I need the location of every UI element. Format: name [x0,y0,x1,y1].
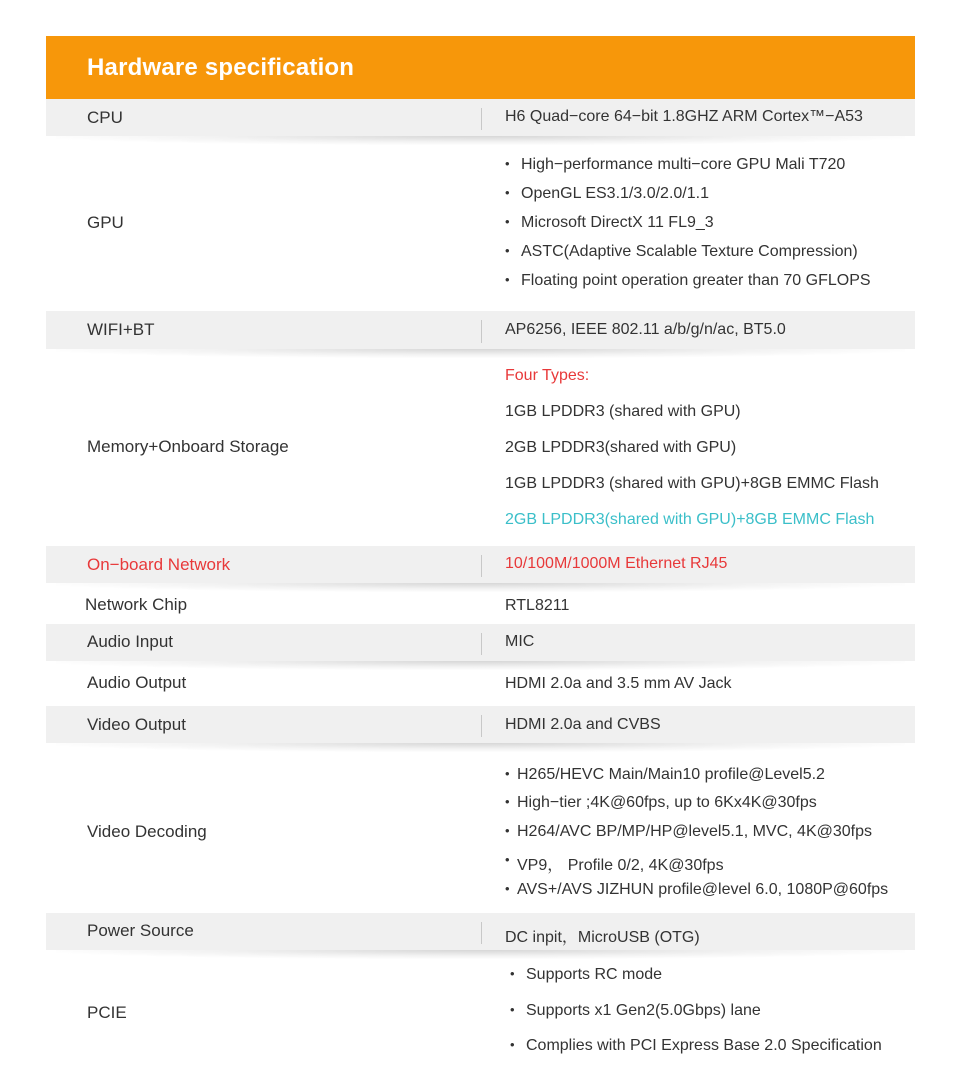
spec-value: DC inpit，MicroUSB (OTG) [505,929,700,946]
column-divider [481,715,482,737]
spec-label: Power Source [87,921,194,940]
spec-row-power [46,913,915,950]
list-item: • Supports RC mode [510,966,882,1002]
spec-value: AP6256, IEEE 802.11 a/b/g/n/ac, BT5.0 [505,321,786,338]
column-divider [481,320,482,343]
list-item: • High−performance multi−core GPU Mali T720 [505,156,871,185]
column-divider [481,922,482,944]
spec-value: HDMI 2.0a and CVBS [505,716,661,733]
memory-option-highlighted: 2GB LPDDR3(shared with GPU)+8GB EMMC Flash [505,511,875,528]
spec-row-network-chip [46,587,915,623]
spec-header [46,36,915,99]
list-item: • H265/HEVC Main/Main10 profile@Level5.2 [505,766,888,794]
spec-row-audio-output [46,666,915,702]
spec-label: Video Output [87,715,186,734]
spec-label: Audio Input [87,632,174,651]
memory-option: 2GB LPDDR3(shared with GPU) [505,439,737,456]
pcie-feature-list [510,966,882,1067]
spec-label: PCIE [87,1003,127,1022]
list-item: • Floating point operation greater than 70 GFLOPS [505,272,871,301]
spec-label: WIFI+BT [87,320,155,339]
spec-row-video-decoding [46,752,915,912]
list-item: • Supports x1 Gen2(5.0Gbps) lane [510,1002,882,1037]
spec-label: On−board Network [87,555,231,574]
list-item: • ASTC(Adaptive Scalable Texture Compression) [505,243,871,272]
spec-row-gpu [46,146,915,306]
spec-row-pcie [46,956,915,1064]
list-item: • Complies with PCI Express Base 2.0 Specification [510,1037,882,1067]
spec-label: Memory+Onboard Storage [87,437,289,456]
list-item: • Microsoft DirectX 11 FL9_3 [505,214,871,243]
gpu-feature-list [505,156,871,301]
spec-value: RTL8211 [505,597,570,614]
list-item: • VP9， Profile 0/2, 4K@30fps [505,852,888,881]
spec-label: Network Chip [85,595,188,614]
spec-row-video-output [46,706,915,743]
spec-row-cpu [46,99,915,136]
spec-row-memory [46,356,915,544]
spec-row-audio-input [46,624,915,661]
spec-value: MIC [505,633,535,650]
memory-option: 1GB LPDDR3 (shared with GPU)+8GB EMMC Flash [505,475,879,492]
list-item: • OpenGL ES3.1/3.0/2.0/1.1 [505,185,871,214]
list-item-continuation: • High−tier ;4K@60fps, up to 6Kx4K@30fps [505,794,888,823]
spec-label: Video Decoding [87,822,207,841]
spec-row-wifi [46,311,915,349]
video-decoding-list [505,766,888,910]
memory-option: 1GB LPDDR3 (shared with GPU) [505,403,741,420]
memory-types-heading: Four Types: [505,367,590,384]
column-divider [481,108,482,130]
spec-label: Audio Output [87,673,187,692]
list-item: • H264/AVC BP/MP/HP@level5.1, MVC, 4K@30fps [505,823,888,852]
spec-label: GPU [87,213,124,232]
spec-value: 10/100M/1000M Ethernet RJ45 [505,555,728,572]
list-item: • AVS+/AVS JIZHUN profile@level 6.0, 1080P@60fps [505,881,888,910]
column-divider [481,555,482,577]
spec-value: H6 Quad−core 64−bit 1.8GHZ ARM Cortex™−A53 [505,108,863,125]
spec-label: CPU [87,108,123,127]
spec-row-network [46,546,915,583]
page-title: Hardware specification [87,54,355,81]
column-divider [481,633,482,655]
spec-value: HDMI 2.0a and 3.5 mm AV Jack [505,675,732,692]
